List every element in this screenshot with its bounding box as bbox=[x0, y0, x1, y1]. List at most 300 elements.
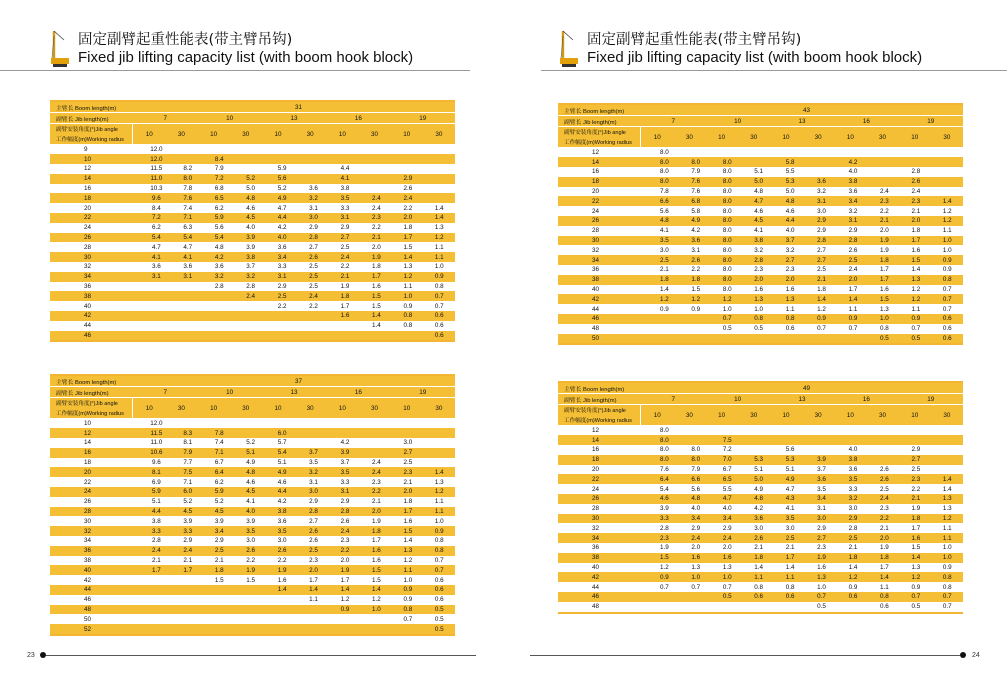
capacity-cell: 0.9 bbox=[434, 273, 444, 281]
capacity-cell: 5.9 bbox=[214, 214, 224, 222]
table-row bbox=[558, 177, 963, 187]
capacity-cell: 2.4 bbox=[183, 547, 193, 555]
capacity-cell: 2.1 bbox=[911, 207, 921, 215]
capacity-cell: 2.8 bbox=[340, 507, 350, 515]
capacity-cell: 3.2 bbox=[848, 495, 858, 503]
capacity-cell: 2.9 bbox=[817, 227, 826, 235]
capacity-cell: 12.0 bbox=[150, 145, 163, 153]
capacity-cell: 2.1 bbox=[372, 233, 381, 241]
radius-cell: 32 bbox=[84, 527, 92, 535]
capacity-cell: 5.5 bbox=[785, 168, 795, 176]
capacity-cell: 11.5 bbox=[150, 165, 163, 173]
capacity-cell: 1.8 bbox=[691, 276, 701, 284]
capacity-cell: 3.7 bbox=[785, 236, 795, 244]
capacity-cell: 0.6 bbox=[785, 325, 795, 333]
radius-cell: 18 bbox=[84, 458, 92, 466]
jib-length-values bbox=[641, 118, 963, 125]
capacity-cell: 4.9 bbox=[277, 468, 287, 476]
capacity-cell: 4.5 bbox=[754, 217, 764, 225]
table-header bbox=[50, 102, 455, 144]
radius-cell: 48 bbox=[592, 325, 600, 333]
capacity-cell: 0.6 bbox=[942, 315, 952, 323]
capacity-cell: 1.0 bbox=[372, 605, 381, 613]
table-row bbox=[50, 174, 455, 184]
capacity-cell: 6.4 bbox=[214, 468, 224, 476]
capacity-cell: 3.3 bbox=[277, 263, 287, 271]
jib-length-row bbox=[50, 112, 455, 123]
capacity-cell: 7.9 bbox=[214, 165, 224, 173]
capacity-cell: 3.9 bbox=[817, 456, 826, 464]
capacity-cell: 1.8 bbox=[911, 514, 921, 522]
capacity-cell: 1.3 bbox=[691, 563, 701, 571]
capacity-cell: 0.9 bbox=[942, 266, 952, 274]
capacity-cell: 4.0 bbox=[246, 224, 256, 232]
capacity-cell: 3.0 bbox=[246, 537, 256, 545]
capacity-cell: 8.0 bbox=[722, 178, 732, 186]
capacity-cell: 8.0 bbox=[722, 256, 732, 264]
capacity-cell: 1.0 bbox=[403, 292, 413, 300]
capacity-cell: 3.5 bbox=[848, 475, 858, 483]
capacity-cell: 2.3 bbox=[911, 475, 921, 483]
capacity-cell: 1.5 bbox=[911, 544, 921, 552]
radius-cell: 26 bbox=[84, 498, 92, 506]
capacity-cell: 1.8 bbox=[848, 554, 858, 562]
capacity-cell: 2.2 bbox=[880, 514, 889, 522]
capacity-cell: 2.9 bbox=[183, 537, 193, 545]
capacity-cell: 4.6 bbox=[246, 478, 256, 486]
capacity-cell: 6.0 bbox=[277, 429, 287, 437]
capacity-cell: 2.2 bbox=[309, 302, 318, 310]
capacity-cell: 1.2 bbox=[942, 207, 952, 215]
capacity-cell: 7.8 bbox=[214, 429, 224, 437]
capacity-cell: 4.9 bbox=[277, 194, 287, 202]
radius-cell: 36 bbox=[84, 282, 92, 290]
capacity-cell: 1.6 bbox=[372, 282, 381, 290]
jib-angle-value: 30 bbox=[435, 404, 443, 412]
table-row bbox=[50, 467, 455, 477]
capacity-cell: 0.7 bbox=[434, 556, 444, 564]
radius-cell: 36 bbox=[592, 544, 600, 552]
capacity-cell: 1.5 bbox=[372, 576, 381, 584]
capacity-cell: 7.9 bbox=[183, 449, 193, 457]
capacity-cell: 4.6 bbox=[785, 207, 795, 215]
capacity-cell: 2.4 bbox=[372, 204, 381, 212]
table-row bbox=[558, 314, 963, 324]
capacity-cell: 2.2 bbox=[246, 556, 256, 564]
capacity-cell: 7.4 bbox=[183, 204, 193, 212]
capacity-cell: 5.1 bbox=[754, 168, 764, 176]
radius-cell: 42 bbox=[84, 576, 92, 584]
radius-cell: 20 bbox=[592, 465, 600, 473]
radius-cell: 28 bbox=[592, 227, 600, 235]
capacity-cell: 5.7 bbox=[277, 439, 287, 447]
capacity-cell: 2.9 bbox=[214, 537, 224, 545]
capacity-cell: 4.2 bbox=[214, 253, 224, 261]
table-row bbox=[558, 435, 963, 445]
capacity-cell: 3.0 bbox=[309, 488, 318, 496]
capacity-cell: 2.8 bbox=[659, 524, 669, 532]
capacity-cell: 1.8 bbox=[403, 498, 413, 506]
capacity-cell: 2.2 bbox=[691, 266, 701, 274]
capacity-cell: 3.8 bbox=[151, 517, 161, 525]
capacity-cell: 2.2 bbox=[340, 547, 350, 555]
capacity-cell: 1.2 bbox=[911, 285, 921, 293]
table-row bbox=[558, 602, 963, 612]
radius-cell: 20 bbox=[84, 468, 92, 476]
capacity-cell: 1.8 bbox=[754, 554, 764, 562]
capacity-cell: 2.0 bbox=[372, 507, 381, 515]
capacity-cell: 1.4 bbox=[403, 253, 413, 261]
capacity-cell: 2.1 bbox=[911, 495, 921, 503]
capacity-cell: 0.7 bbox=[942, 593, 952, 601]
capacity-cell: 1.1 bbox=[785, 305, 795, 313]
capacity-cell: 3.8 bbox=[340, 184, 350, 192]
radius-cell: 40 bbox=[84, 302, 92, 310]
capacity-cell: 2.4 bbox=[151, 547, 161, 555]
jib-length-value: 19 bbox=[927, 395, 935, 403]
capacity-cell: 0.7 bbox=[434, 302, 444, 310]
capacity-cell: 1.5 bbox=[403, 243, 413, 251]
capacity-cell: 4.0 bbox=[785, 227, 795, 235]
radius-cell: 26 bbox=[592, 217, 600, 225]
capacity-cell: 2.6 bbox=[309, 527, 318, 535]
capacity-cell: 5.5 bbox=[722, 485, 732, 493]
radius-cell: 44 bbox=[84, 322, 92, 330]
boom-length-row bbox=[558, 383, 963, 393]
capacity-cell: 0.5 bbox=[722, 325, 732, 333]
capacity-cell: 1.4 bbox=[942, 485, 952, 493]
capacity-cell: 2.3 bbox=[817, 544, 826, 552]
table-row bbox=[558, 514, 963, 524]
capacity-cell: 1.1 bbox=[403, 566, 413, 574]
table-row bbox=[558, 226, 963, 236]
jib-angle-value: 10 bbox=[274, 404, 282, 412]
jib-angle-values bbox=[641, 127, 963, 147]
capacity-cell: 3.6 bbox=[183, 263, 193, 271]
capacity-cell: 4.7 bbox=[785, 485, 795, 493]
capacity-cell: 4.1 bbox=[659, 227, 669, 235]
capacity-cell: 1.3 bbox=[722, 563, 732, 571]
capacity-cell: 1.2 bbox=[722, 295, 732, 303]
capacity-cell: 8.0 bbox=[722, 197, 732, 205]
capacity-cell: 1.4 bbox=[848, 563, 858, 571]
angle-radius-header bbox=[558, 404, 963, 425]
capacity-cell: 1.4 bbox=[880, 573, 889, 581]
capacity-cell: 1.6 bbox=[754, 285, 764, 293]
capacity-cell: 2.6 bbox=[691, 256, 701, 264]
capacity-cell: 3.1 bbox=[691, 246, 701, 254]
capacity-cell: 3.6 bbox=[848, 187, 858, 195]
capacity-cell: 3.3 bbox=[340, 478, 350, 486]
capacity-cell: 3.0 bbox=[848, 505, 858, 513]
jib-length-value: 16 bbox=[354, 388, 362, 396]
page-number-left: 23 bbox=[27, 652, 35, 659]
angle-radius-header bbox=[50, 397, 455, 418]
capacity-cell: 1.5 bbox=[911, 256, 921, 264]
capacity-cell: 5.9 bbox=[277, 165, 287, 173]
capacity-cell: 1.1 bbox=[942, 524, 952, 532]
capacity-cell: 0.6 bbox=[434, 586, 444, 594]
capacity-cell: 6.2 bbox=[214, 204, 224, 212]
capacity-cell: 6.5 bbox=[722, 475, 732, 483]
capacity-cell: 3.2 bbox=[754, 246, 764, 254]
capacity-cell: 1.7 bbox=[785, 554, 795, 562]
capacity-cell: 1.5 bbox=[691, 285, 701, 293]
radius-cell: 32 bbox=[592, 246, 600, 254]
radius-cell: 26 bbox=[592, 495, 600, 503]
table-row bbox=[50, 233, 455, 243]
capacity-cell: 3.5 bbox=[277, 527, 287, 535]
radius-cell: 40 bbox=[592, 285, 600, 293]
capacity-cell: 2.0 bbox=[309, 566, 318, 574]
capacity-cell: 1.8 bbox=[372, 263, 381, 271]
capacity-cell: 4.9 bbox=[246, 458, 256, 466]
capacity-cell: 0.5 bbox=[911, 334, 921, 342]
radius-cell: 46 bbox=[84, 596, 92, 604]
capacity-cell: 1.0 bbox=[434, 517, 444, 525]
capacity-cell: 10.6 bbox=[150, 449, 163, 457]
capacity-cell: 2.6 bbox=[277, 547, 287, 555]
capacity-cell: 3.4 bbox=[722, 514, 732, 522]
capacity-cell: 1.7 bbox=[403, 233, 413, 241]
capacity-cell: 2.4 bbox=[309, 292, 318, 300]
capacity-cell: 4.2 bbox=[277, 224, 287, 232]
capacity-cell: 5.4 bbox=[183, 233, 193, 241]
capacity-cell: 1.6 bbox=[785, 285, 795, 293]
capacity-cell: 0.8 bbox=[403, 605, 413, 613]
radius-cell: 12 bbox=[84, 165, 92, 173]
capacity-cell: 1.6 bbox=[277, 576, 287, 584]
capacity-cell: 2.2 bbox=[403, 204, 413, 212]
capacity-cell: 3.2 bbox=[817, 187, 826, 195]
page-title-zh: 固定副臂起重性能表(带主臂吊钩) bbox=[587, 32, 802, 48]
capacity-cell: 1.6 bbox=[817, 563, 826, 571]
radius-cell: 16 bbox=[592, 168, 600, 176]
capacity-cell: 4.8 bbox=[785, 197, 795, 205]
table-row bbox=[50, 614, 455, 624]
capacity-cell: 2.4 bbox=[372, 468, 381, 476]
capacity-cell: 7.6 bbox=[691, 187, 701, 195]
table-row bbox=[50, 487, 455, 497]
jib-length-row bbox=[50, 386, 455, 397]
capacity-cell: 8.2 bbox=[183, 165, 193, 173]
capacity-cell: 0.8 bbox=[754, 583, 764, 591]
capacity-cell: 1.9 bbox=[340, 282, 350, 290]
capacity-cell: 5.4 bbox=[277, 449, 287, 457]
capacity-cell: 9.6 bbox=[151, 194, 161, 202]
capacity-cell: 2.4 bbox=[911, 187, 921, 195]
jib-angle-value: 10 bbox=[338, 404, 346, 412]
capacity-cell: 3.8 bbox=[277, 507, 287, 515]
capacity-cell: 2.2 bbox=[277, 302, 287, 310]
capacity-cell: 4.8 bbox=[246, 194, 256, 202]
capacity-cell: 2.4 bbox=[340, 253, 350, 261]
capacity-cell: 3.7 bbox=[817, 465, 826, 473]
jib-angle-value: 30 bbox=[750, 411, 758, 419]
radius-cell: 52 bbox=[84, 625, 92, 633]
capacity-cell: 1.2 bbox=[340, 596, 350, 604]
capacity-cell: 3.9 bbox=[246, 233, 256, 241]
capacity-cell: 0.9 bbox=[911, 315, 921, 323]
capacity-cell: 8.0 bbox=[722, 217, 732, 225]
capacity-cell: 5.0 bbox=[754, 475, 764, 483]
jib-angle-values bbox=[133, 124, 455, 144]
capacity-cell: 8.3 bbox=[183, 429, 193, 437]
capacity-cell: 0.8 bbox=[434, 537, 444, 545]
capacity-cell: 4.2 bbox=[848, 158, 858, 166]
radius-cell: 22 bbox=[592, 475, 600, 483]
table-row bbox=[558, 147, 963, 157]
capacity-cell: 7.6 bbox=[659, 465, 669, 473]
capacity-cell: 0.9 bbox=[403, 586, 413, 594]
radius-cell: 36 bbox=[592, 266, 600, 274]
capacity-cell: 1.9 bbox=[340, 566, 350, 574]
jib-angle-value: 30 bbox=[371, 130, 379, 138]
capacity-cell: 4.1 bbox=[785, 505, 795, 513]
capacity-cell: 0.8 bbox=[754, 315, 764, 323]
radius-cell: 12 bbox=[592, 148, 600, 156]
capacity-cell: 4.6 bbox=[754, 207, 764, 215]
table-row bbox=[50, 595, 455, 605]
table-row bbox=[50, 184, 455, 194]
capacity-cell: 2.3 bbox=[372, 478, 381, 486]
jib-length-label: 副臂长 Jib length(m) bbox=[56, 116, 109, 123]
radius-cell: 10 bbox=[84, 155, 92, 163]
capacity-cell: 0.8 bbox=[785, 583, 795, 591]
capacity-cell: 1.5 bbox=[372, 566, 381, 574]
boom-length-value: 31 bbox=[294, 103, 302, 111]
jib-angle-value: 30 bbox=[685, 411, 693, 419]
capacity-cell: 2.1 bbox=[214, 556, 224, 564]
radius-cell: 30 bbox=[84, 517, 92, 525]
capacity-cell: 2.2 bbox=[277, 556, 287, 564]
table-row bbox=[50, 242, 455, 252]
capacity-cell: 0.9 bbox=[848, 315, 858, 323]
capacity-cell: 3.0 bbox=[754, 524, 764, 532]
capacity-cell: 3.9 bbox=[214, 517, 224, 525]
capacity-cell: 4.2 bbox=[277, 498, 287, 506]
capacity-cell: 8.0 bbox=[722, 276, 732, 284]
capacity-cell: 0.7 bbox=[942, 285, 952, 293]
capacity-cell: 1.9 bbox=[372, 253, 381, 261]
capacity-cell: 3.9 bbox=[183, 517, 193, 525]
capacity-cell: 2.3 bbox=[785, 266, 795, 274]
table-row bbox=[558, 255, 963, 265]
capacity-cell: 5.4 bbox=[659, 485, 669, 493]
jib-angle-value: 10 bbox=[718, 133, 726, 141]
radius-cell: 46 bbox=[84, 331, 92, 339]
capacity-cell: 1.0 bbox=[434, 263, 444, 271]
radius-cell: 38 bbox=[592, 276, 600, 284]
capacity-cell: 0.5 bbox=[722, 593, 732, 601]
capacity-cell: 0.6 bbox=[754, 593, 764, 601]
capacity-cell: 3.8 bbox=[848, 456, 858, 464]
jib-angle-value: 10 bbox=[653, 133, 661, 141]
capacity-cell: 1.1 bbox=[434, 253, 444, 261]
capacity-cell: 1.3 bbox=[403, 547, 413, 555]
capacity-cell: 2.0 bbox=[372, 243, 381, 251]
radius-cell: 38 bbox=[84, 292, 92, 300]
capacity-cell: 1.7 bbox=[340, 302, 350, 310]
capacity-cell: 3.4 bbox=[691, 514, 701, 522]
capacity-cell: 1.5 bbox=[880, 295, 889, 303]
angle-radius-labels bbox=[558, 127, 641, 147]
capacity-cell: 1.4 bbox=[309, 586, 318, 594]
capacity-cell: 5.2 bbox=[183, 498, 193, 506]
table-header bbox=[558, 105, 963, 147]
radius-cell: 50 bbox=[592, 334, 600, 342]
capacity-cell: 8.0 bbox=[722, 227, 732, 235]
capacity-cell: 8.0 bbox=[722, 207, 732, 215]
table-header bbox=[558, 383, 963, 425]
capacity-cell: 0.6 bbox=[434, 331, 444, 339]
capacity-cell: 2.4 bbox=[880, 187, 889, 195]
capacity-cell: 0.9 bbox=[691, 305, 701, 313]
capacity-cell: 1.0 bbox=[942, 554, 952, 562]
capacity-cell: 2.6 bbox=[911, 178, 921, 186]
capacity-cell: 1.6 bbox=[722, 554, 732, 562]
capacity-cell: 0.8 bbox=[880, 325, 889, 333]
capacity-cell: 3.1 bbox=[817, 505, 826, 513]
capacity-cell: 0.6 bbox=[434, 322, 444, 330]
capacity-cell: 1.8 bbox=[403, 224, 413, 232]
capacity-cell: 2.2 bbox=[340, 263, 350, 271]
capacity-cell: 4.1 bbox=[246, 498, 256, 506]
capacity-cell: 4.7 bbox=[722, 495, 732, 503]
capacity-cell: 2.5 bbox=[785, 534, 795, 542]
capacity-cell: 4.5 bbox=[214, 507, 224, 515]
capacity-cell: 0.8 bbox=[434, 282, 444, 290]
capacity-cell: 8.0 bbox=[691, 446, 701, 454]
capacity-cell: 4.0 bbox=[848, 446, 858, 454]
jib-angle-value: 30 bbox=[814, 411, 822, 419]
capacity-cell: 1.8 bbox=[880, 256, 889, 264]
table-row bbox=[558, 187, 963, 197]
capacity-cell: 2.9 bbox=[403, 175, 413, 183]
capacity-cell: 2.5 bbox=[880, 485, 889, 493]
table-row bbox=[50, 477, 455, 487]
capacity-cell: 2.4 bbox=[246, 292, 256, 300]
capacity-cell: 3.1 bbox=[340, 488, 350, 496]
capacity-cell: 0.7 bbox=[722, 583, 732, 591]
table-row bbox=[50, 291, 455, 301]
capacity-cell: 0.9 bbox=[659, 305, 669, 313]
capacity-cell: 3.6 bbox=[817, 475, 826, 483]
capacity-cell: 1.1 bbox=[785, 573, 795, 581]
capacity-cell: 7.2 bbox=[151, 214, 161, 222]
capacity-cell: 6.9 bbox=[151, 478, 161, 486]
capacity-cell: 1.9 bbox=[246, 566, 256, 574]
jib-angle-value: 10 bbox=[846, 411, 854, 419]
capacity-cell: 1.7 bbox=[880, 266, 889, 274]
capacity-cell: 8.0 bbox=[722, 187, 732, 195]
capacity-cell: 5.6 bbox=[214, 224, 224, 232]
capacity-cell: 0.5 bbox=[817, 603, 826, 611]
capacity-cell: 2.9 bbox=[722, 524, 732, 532]
jib-angle-value: 10 bbox=[718, 411, 726, 419]
jib-angle-label: 副臂安装角度(°)Jib angle bbox=[564, 408, 626, 415]
radius-cell: 46 bbox=[592, 593, 600, 601]
capacity-cell: 2.8 bbox=[911, 168, 921, 176]
capacity-cell: 4.8 bbox=[691, 495, 701, 503]
page-number-right: 24 bbox=[972, 652, 980, 659]
radius-cell: 14 bbox=[84, 175, 92, 183]
capacity-cell: 2.4 bbox=[403, 194, 413, 202]
capacity-cell: 3.5 bbox=[659, 236, 669, 244]
capacity-cell: 0.6 bbox=[434, 576, 444, 584]
capacity-cell: 2.5 bbox=[817, 266, 826, 274]
table-row bbox=[558, 157, 963, 167]
